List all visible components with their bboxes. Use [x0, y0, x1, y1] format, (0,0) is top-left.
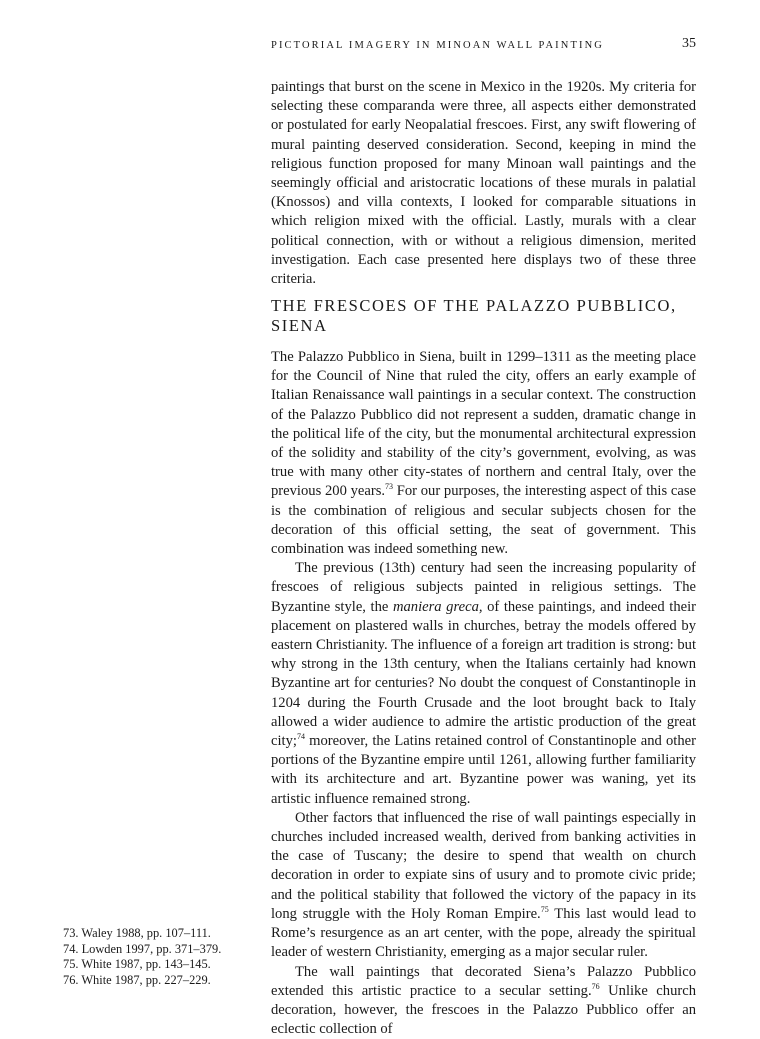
- paragraph-1-text-b: For our purposes, the interesting aspect of this case is the combination of religious and secular subjects chosen for the decoration of this official setting, the seat of government. This combination was indeed something new.: [271, 483, 696, 557]
- footnotes-list: [63, 926, 263, 988]
- paragraph-4-text-a: The wall paintings that decorated Siena’s Palazzo Pubblico extended this artistic practice to a secular setting.: [271, 964, 696, 999]
- section-heading: [271, 296, 696, 336]
- paragraph-2-text-c: moreover, the Latins retained control of Constantinople and other portions of the Byzantine empire until 1261, allowing further familiarity with its architecture and art. Byzantine power was waning, yet its artistic influence remained strong.: [271, 733, 696, 807]
- footnote-item: 75. White 1987, pp. 143–145.: [63, 957, 263, 973]
- paragraph-3-text-b: This last would lead to Rome’s resurgence as an art center, with the pope, already the spiritual leader of western Christianity, emerging as a major secular ruler.: [271, 906, 696, 960]
- running-header: [271, 38, 696, 54]
- paragraph-2: [271, 559, 696, 809]
- footnote-item: 74. Lowden 1997, pp. 371–379.: [63, 942, 263, 958]
- intro-paragraph: paintings that burst on the scene in Mexico in the 1920s. My criteria for selecting these comparanda were three, all aspects either demonstrated or postulated for early Neopalatial frescoes. First, any swift flowering of mural painting deserved consideration. Second, keeping in mind the religious function proposed for many Minoan wall paintings and the seemingly official and aristocratic locations of these murals in palatial (Knossos) and villa contexts, I looked for comparable situations in which religion mixed with the official. Lastly, murals with a clear political connection, with or without a religious dimension, merited investigation. Each case presented here displays two of these three criteria.: [271, 78, 696, 289]
- paragraph-4: [271, 963, 696, 1039]
- footnote-ref-75[interactable]: 75: [541, 905, 549, 914]
- paragraph-3-text-a: Other factors that influenced the rise of wall paintings especially in churches included increased wealth, derived from banking activities in the case of Tuscany; the desire to spend that wealth on church decoration in order to expiate sins of usury and to promote civic pride; and the political stability that followed the victory of the papacy in its long struggle with the Holy Roman Empire.: [271, 810, 696, 922]
- paragraph-1-text-a: The Palazzo Pubblico in Siena, built in 1299–1311 as the meeting place for the Council of Nine that ruled the city, offers an early example of Italian Renaissance wall paintings in a secular context. The construction of the Palazzo Pubblico did not represent a sudden, dramatic change in the political life of the city, but the monumental architectural expression of the solidity and stability of the city’s government, evolving, as was true with many other city-states of northern and central Italy, over the previous 200 years.: [271, 349, 696, 499]
- paragraph-4-text-b: Unlike church decoration, however, the frescoes in the Palazzo Pubblico offer an eclectic collection of: [271, 983, 696, 1037]
- paragraph-3: [271, 809, 696, 963]
- footnote-item: 76. White 1987, pp. 227–229.: [63, 973, 263, 989]
- running-title: PICTORIAL IMAGERY IN MINOAN WALL PAINTING: [271, 38, 604, 54]
- paragraph-1: [271, 348, 696, 559]
- footnote-ref-73[interactable]: 73: [385, 482, 393, 491]
- footnote-ref-76[interactable]: 76: [592, 982, 600, 991]
- footnote-item: 73. Waley 1988, pp. 107–111.: [63, 926, 263, 942]
- main-text-block: [271, 348, 696, 1039]
- section-heading-line-1: THE FRESCOES OF THE PALAZZO PUBBLICO,: [271, 296, 677, 315]
- section-heading-line-2: SIENA: [271, 316, 328, 335]
- page-number: 35: [682, 36, 696, 52]
- paragraph-2-text-a: The previous (13th) century had seen the increasing popularity of frescoes of religious subjects painted in religious settings. The Byzantine style, the: [271, 560, 696, 614]
- footnote-ref-74[interactable]: 74: [297, 732, 305, 741]
- intro-text-block: [271, 78, 696, 289]
- paragraph-2-text-b: of these paintings, and indeed their placement on plastered walls in churches, betray the models offered by eastern Christianity. The influence of a foreign art tradition is strong: but why strong in the 13th century, when the Italians certainly had known Byzantine art for centuries? No doubt the conquest of Constantinople in 1204 during the Fourth Crusade and the loot brought back to Italy allowed a wider audience to admire the artistic production of the great city;: [271, 599, 696, 749]
- paragraph-2-italic-term: maniera greca,: [393, 599, 483, 615]
